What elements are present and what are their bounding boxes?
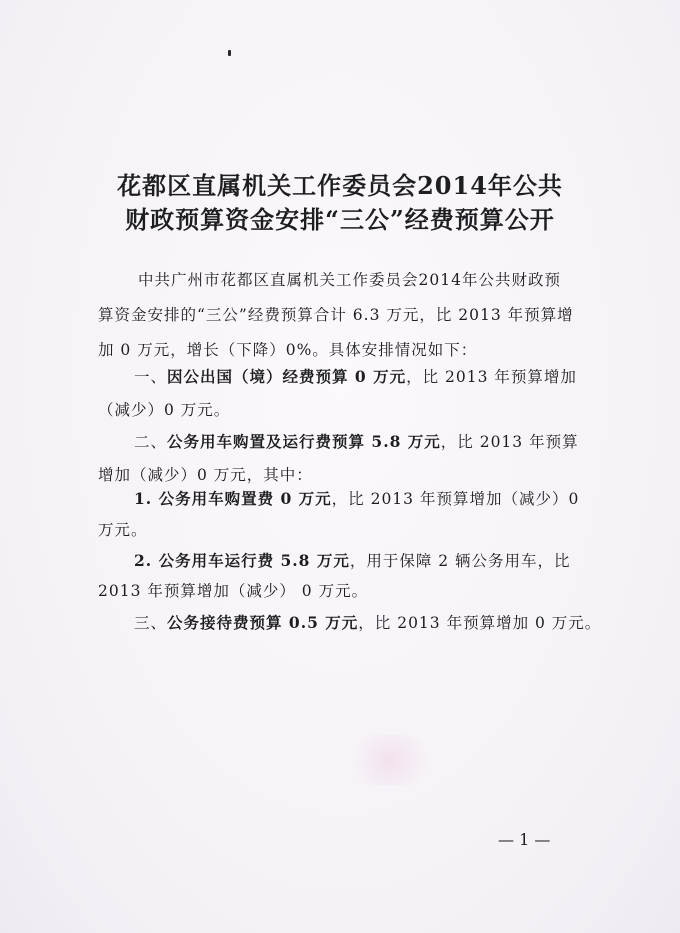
- item-2-bold: 公务用车购置及运行费预算 5.8 万元: [167, 432, 441, 451]
- intro-line-3: 加 0 万元，增长（下降）0%。具体安排情况如下：: [98, 341, 478, 359]
- item-2-rest: ，比 2013 年预算: [440, 433, 579, 451]
- page-number: — 1 —: [498, 830, 551, 849]
- item-2-line-1: [134, 430, 579, 452]
- item-3-prefix: 三、: [134, 614, 168, 632]
- faint-stain: [340, 735, 440, 785]
- intro-line-1: 中共广州市花都区直属机关工作委员会2014年公共财政预: [138, 271, 561, 289]
- ink-mark: [228, 50, 231, 56]
- sub-item-2-line-2: 2013 年预算增加（减少） 0 万元。: [98, 582, 369, 600]
- sub-item-2-rest: ，用于保障 2 辆公务用车，比: [349, 552, 571, 570]
- sub-item-1-line-1: [134, 487, 579, 509]
- sub-item-2-line-1: [134, 549, 571, 571]
- title-line-1: 花都区直属机关工作委员会2014年公共: [117, 171, 563, 200]
- item-2-prefix: 二、: [134, 433, 168, 451]
- item-1-line-2: （减少）0 万元。: [98, 401, 231, 419]
- item-1-prefix: 一、: [134, 368, 168, 386]
- sub-item-1-bold: 1. 公务用车购置费 0 万元: [134, 489, 332, 508]
- item-3-line-1: [134, 611, 601, 633]
- item-3-bold: 公务接待费预算 0.5 万元: [167, 613, 359, 632]
- item-1-bold: 因公出国（境）经费预算 0 万元: [167, 367, 407, 386]
- sub-item-1-rest: ，比 2013 年预算增加（减少）0: [331, 490, 580, 508]
- item-2-line-2: 增加（减少）0 万元，其中：: [98, 466, 313, 484]
- item-1-rest: ，比 2013 年预算增加: [406, 368, 577, 386]
- intro-line-2: 算资金安排的“三公”经费预算合计 6.3 万元，比 2013 年预算增: [98, 306, 574, 324]
- sub-item-1-line-2: 万元。: [98, 521, 148, 539]
- sub-item-2-bold: 2. 公务用车运行费 5.8 万元: [134, 551, 350, 570]
- item-1-line-1: [134, 365, 577, 387]
- title-line-2: 财政预算资金安排“三公”经费预算公开: [125, 205, 555, 234]
- item-3-rest: ，比 2013 年预算增加 0 万元。: [358, 614, 602, 632]
